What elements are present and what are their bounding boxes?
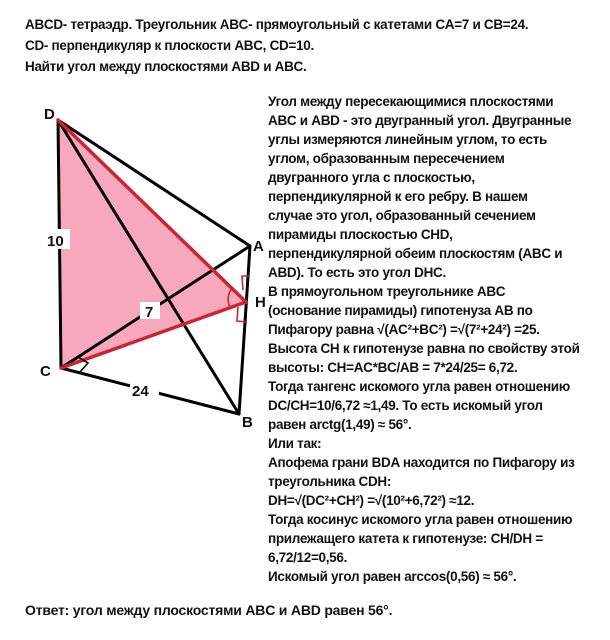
solution-line: В прямоугольном треугольнике ABC xyxy=(268,284,506,299)
problem-line: Найти угол между плоскостями ABD и ABC. xyxy=(25,59,307,74)
solution-line: Угол между пересекающимися плоскостями xyxy=(268,94,554,109)
solution-line: Тогда косинус искомого угла равен отношению xyxy=(268,512,573,527)
solution-line: случае это угол, образованный сечением xyxy=(268,208,536,223)
solution-line: равен arctg(1,49) ≈ 56°. xyxy=(268,417,412,432)
solution-text xyxy=(268,92,610,586)
solution-line: пирамиды плоскостью CHD, xyxy=(268,227,453,242)
edge-label-ca: 7 xyxy=(145,304,154,321)
vertex-label-d: D xyxy=(44,106,55,123)
edge-label-dc: 10 xyxy=(47,233,64,250)
vertex-label-c: C xyxy=(40,363,51,380)
solution-line: ABC и ABD - это двугранный угол. Двугранные xyxy=(268,113,572,128)
solution-line: треугольника CDH: xyxy=(268,474,392,489)
solution-line: прилежащего катета к гипотенузе: CH/DH = xyxy=(268,531,543,546)
solution-line: Апофема грани BDA находится по Пифагору из xyxy=(268,455,575,470)
solution-line: углом, образованным пересечением xyxy=(268,151,505,166)
solution-line: Или так: xyxy=(268,436,322,451)
solution-line: Искомый угол равен arccos(0,56) ≈ 56°. xyxy=(268,569,517,584)
solution-line: DH=√(DC²+CH²) =√(10²+6,72²) ≈12. xyxy=(268,493,475,508)
highlight-triangle-dch xyxy=(58,120,246,368)
edge-ab xyxy=(239,246,250,414)
solution-line: перпендикулярной к его ребру. В нашем xyxy=(268,189,528,204)
problem-line: ABCD- тетраэдр. Треугольник ABC- прямоугольный с катетами CA=7 и CB=24. xyxy=(25,17,529,32)
vertex-label-a: A xyxy=(253,238,264,255)
solution-line: (основание пирамиды) гипотенуза AB по xyxy=(268,303,533,318)
solution-line: двугранного угла с плоскостью, xyxy=(268,170,475,185)
solution-line: Высота CH к гипотенузе равна по свойству этой xyxy=(268,341,580,356)
solution-line: Пифагору равна √(AC²+BC²) =√(7²+24²) =25. xyxy=(268,322,540,337)
solution-line: ABD). То есть это угол DHC. xyxy=(268,265,446,280)
solution-line: DC/CH=10/6,72 ≈1,49. То есть искомый угол xyxy=(268,398,543,413)
problem-line: CD- перпендикуляр к плоскости ABC, CD=10. xyxy=(25,38,314,53)
vertex-label-h: H xyxy=(255,294,266,311)
answer-text: Ответ: угол между плоскостями ABC и ABD равен 56°. xyxy=(25,602,393,618)
solution-line: перпендикулярной обеим плоскостям (ABC и xyxy=(268,246,563,261)
solution-line: Тогда тангенс искомого угла равен отношению xyxy=(268,379,571,394)
vertex-label-b: B xyxy=(242,414,253,431)
solution-line: 6,72/12=0,56. xyxy=(268,550,348,565)
edge-label-cb: 24 xyxy=(132,383,149,400)
solution-line: углы измеряются линейным углом, то есть xyxy=(268,132,548,147)
solution-line: высоты: CH=AC*BC/AB = 7*24/25= 6,72. xyxy=(268,360,518,375)
